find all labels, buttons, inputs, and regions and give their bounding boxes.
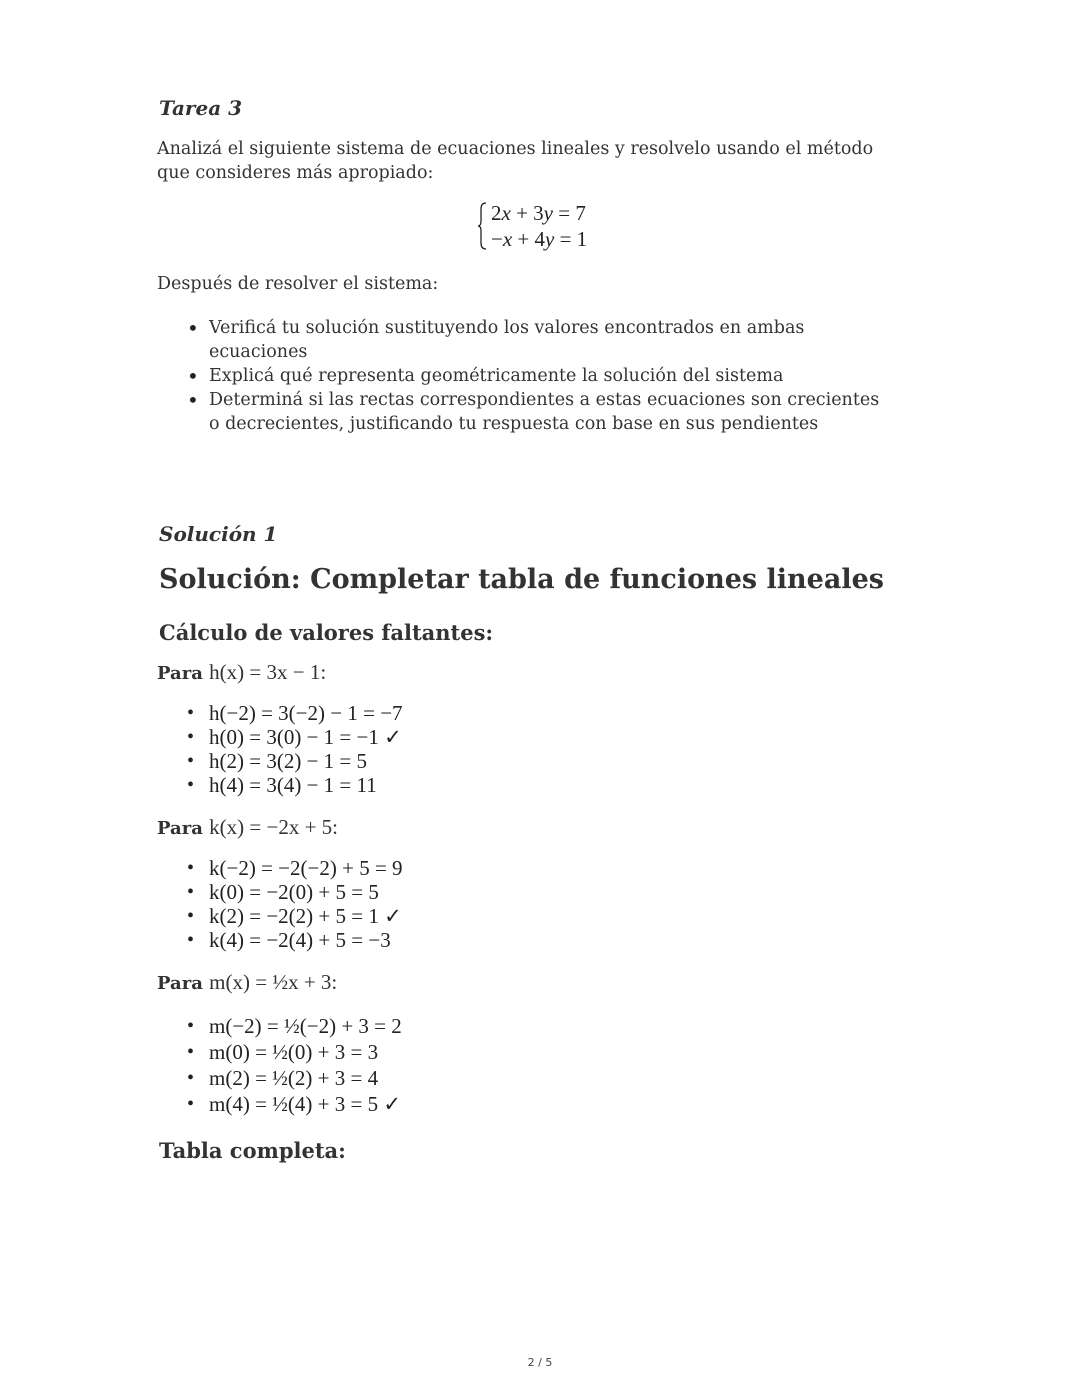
para-word: Para xyxy=(157,663,203,684)
list-item: • Explicá qué representa geométricamente la solución del sistema xyxy=(209,364,889,388)
list-item: • h(2) = 3(2) − 1 = 5 xyxy=(209,749,403,773)
list-item: • k(2) = −2(2) + 5 = 1 ✓ xyxy=(209,904,403,928)
list-item: • k(4) = −2(4) + 5 = −3 xyxy=(209,928,403,952)
list-item: • k(−2) = −2(−2) + 5 = 9 xyxy=(209,856,403,880)
task-intro: Analizá el siguiente sistema de ecuaciones lineales y resolvelo usando el método que consideres más apropiado: xyxy=(157,139,874,183)
definition-text: k(x) = −2x + 5: xyxy=(209,815,339,839)
para-word: Para xyxy=(157,818,203,839)
page-number: 2 / 5 xyxy=(527,1356,553,1369)
brace-icon xyxy=(477,201,487,251)
task-title: Tarea 3 xyxy=(159,96,243,120)
list-item: • m(4) = ½(4) + 3 = 5 ✓ xyxy=(209,1091,402,1117)
solution-heading: Solución: Completar tabla de funciones lineales xyxy=(159,564,884,595)
calc-list-m xyxy=(209,1013,402,1117)
para-word: Para xyxy=(157,973,203,994)
function-definition-k xyxy=(157,815,338,840)
solution-subheading: Cálculo de valores faltantes: xyxy=(159,620,494,645)
calc-list-k xyxy=(209,856,403,952)
list-item: • h(0) = 3(0) − 1 = −1 ✓ xyxy=(209,725,403,749)
calc-list-h xyxy=(209,701,403,797)
list-item: • k(0) = −2(0) + 5 = 5 xyxy=(209,880,403,904)
solution-label: Solución 1 xyxy=(159,522,278,546)
function-definition-h xyxy=(157,660,326,685)
after-label: Después de resolver el sistema: xyxy=(157,274,439,294)
definition-text: m(x) = ½x + 3: xyxy=(209,970,338,994)
list-item: • m(0) = ½(0) + 3 = 3 xyxy=(209,1039,402,1065)
list-item: • Determiná si las rectas correspondientes a estas ecuaciones son crecientes o decrecientes, justificando tu respuesta con base en sus pendientes xyxy=(209,388,889,436)
table-heading: Tabla completa: xyxy=(159,1138,346,1163)
task-list xyxy=(209,316,889,436)
definition-text: h(x) = 3x − 1: xyxy=(209,660,327,684)
equation-system xyxy=(477,201,637,255)
list-item: • m(−2) = ½(−2) + 3 = 2 xyxy=(209,1013,402,1039)
list-item: • m(2) = ½(2) + 3 = 4 xyxy=(209,1065,402,1091)
list-item: • Verificá tu solución sustituyendo los valores encontrados en ambas ecuaciones xyxy=(209,316,889,364)
list-item: • h(−2) = 3(−2) − 1 = −7 xyxy=(209,701,403,725)
list-item: • h(4) = 3(4) − 1 = 11 xyxy=(209,773,403,797)
system-equation-2: −x + 4y = 1 xyxy=(491,227,588,251)
system-equation-1: 2x + 3y = 7 xyxy=(491,201,586,225)
function-definition-m xyxy=(157,970,337,995)
